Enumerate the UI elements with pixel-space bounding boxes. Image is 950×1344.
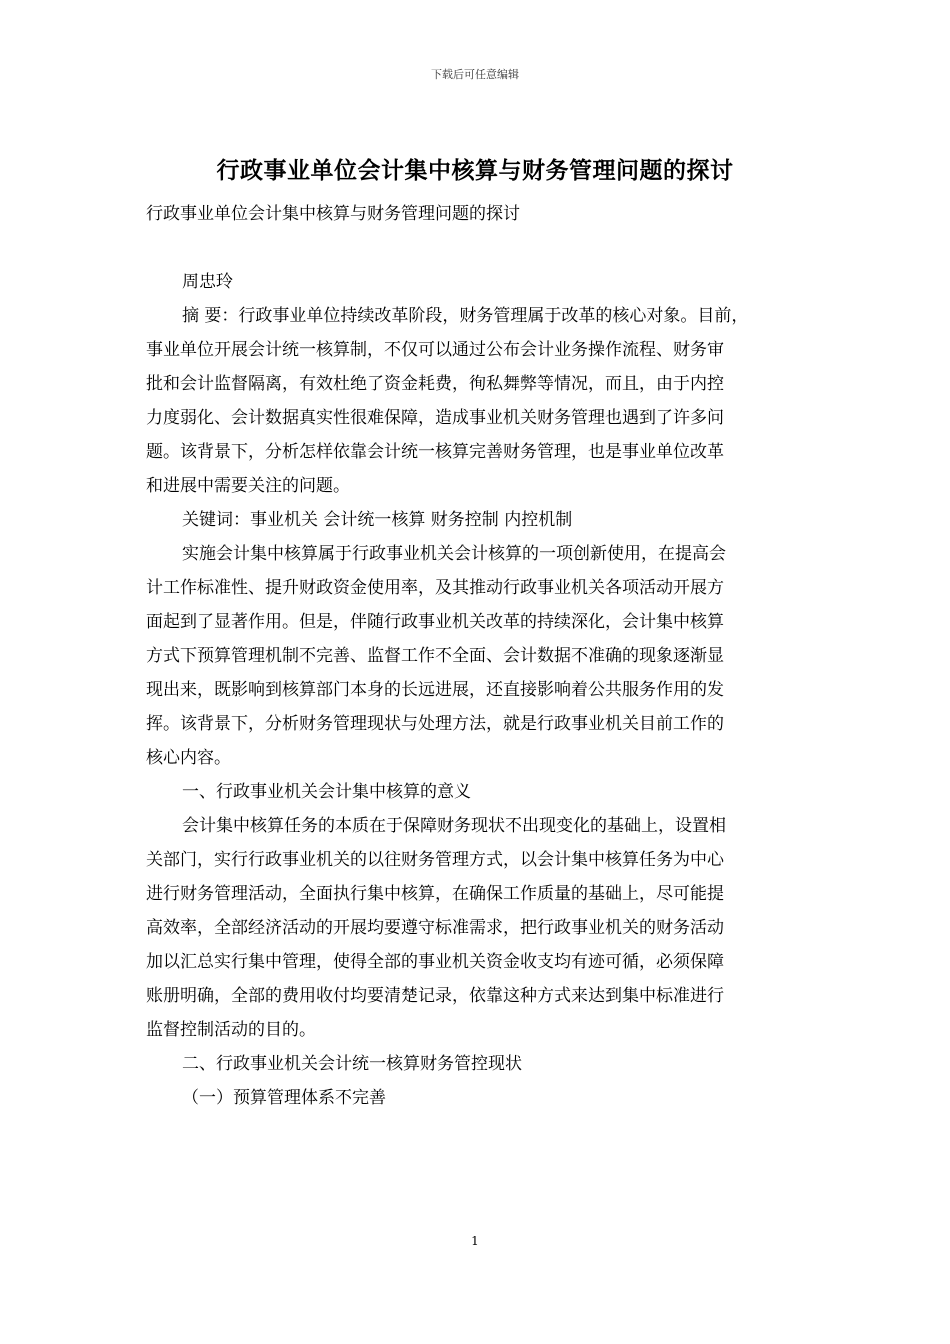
text-line: 周忠玲 bbox=[182, 272, 233, 292]
text-line bbox=[146, 231, 812, 265]
text-line: 二、行政事业机关会计统一核算财务管控现状 bbox=[182, 1054, 522, 1074]
text-line: 现出来，既影响到核算部门本身的长远进展，还直接影响着公共服务作用的发 bbox=[146, 680, 724, 700]
text-line: 加以汇总实行集中管理，使得全部的事业机关资金收支均有迹可循，必须保障 bbox=[146, 952, 724, 972]
text-line: 摘 要：行政事业单位持续改革阶段，财务管理属于改革的核心对象。目前， bbox=[182, 306, 749, 326]
text-line: 题。该背景下，分析怎样依靠会计统一核算完善财务管理，也是事业单位改革 bbox=[146, 442, 724, 462]
text-line: 高效率，全部经济活动的开展均要遵守标准需求，把行政事业机关的财务活动 bbox=[146, 918, 724, 938]
text-line: 事业单位开展会计统一核算制，不仅可以通过公布会计业务操作流程、财务审 bbox=[146, 340, 724, 360]
page-number: 1 bbox=[471, 1234, 479, 1248]
body-text bbox=[146, 197, 812, 1115]
text-line: 力度弱化、会计数据真实性很难保障，造成事业机关财务管理也遇到了许多问 bbox=[146, 408, 724, 428]
text-line: （一）预算管理体系不完善 bbox=[182, 1088, 386, 1108]
text-line: 和进展中需要关注的问题。 bbox=[146, 476, 350, 496]
document-title: 行政事业单位会计集中核算与财务管理问题的探讨 bbox=[216, 158, 734, 184]
text-line: 监督控制活动的目的。 bbox=[146, 1020, 316, 1040]
text-line: 会计集中核算任务的本质在于保障财务现状不出现变化的基础上，设置相 bbox=[182, 816, 726, 836]
text-line: 账册明确，全部的费用收付均要清楚记录，依靠这种方式来达到集中标准进行 bbox=[146, 986, 724, 1006]
text-line: 方式下预算管理机制不完善、监督工作不全面、会计数据不准确的现象逐渐显 bbox=[146, 646, 724, 666]
text-line: 关键词：事业机关 会计统一核算 财务控制 内控机制 bbox=[182, 510, 573, 530]
text-line: 关部门，实行行政事业机关的以往财务管理方式，以会计集中核算任务为中心 bbox=[146, 850, 724, 870]
text-line: 一、行政事业机关会计集中核算的意义 bbox=[182, 782, 471, 802]
text-line: 计工作标准性、提升财政资金使用率，及其推动行政事业机关各项活动开展方 bbox=[146, 578, 724, 598]
header-note: 下载后可任意编辑 bbox=[431, 68, 519, 81]
text-line: 面起到了显著作用。但是，伴随行政事业机关改革的持续深化，会计集中核算 bbox=[146, 612, 724, 632]
text-line: 核心内容。 bbox=[146, 748, 231, 768]
text-line: 进行财务管理活动，全面执行集中核算，在确保工作质量的基础上，尽可能提 bbox=[146, 884, 724, 904]
text-line: 行政事业单位会计集中核算与财务管理问题的探讨 bbox=[146, 204, 520, 224]
text-line: 挥。该背景下，分析财务管理现状与处理方法，就是行政事业机关目前工作的 bbox=[146, 714, 724, 734]
text-line: 实施会计集中核算属于行政事业机关会计核算的一项创新使用，在提高会 bbox=[182, 544, 726, 564]
text-line: 批和会计监督隔离，有效杜绝了资金耗费，徇私舞弊等情况，而且，由于内控 bbox=[146, 374, 724, 394]
